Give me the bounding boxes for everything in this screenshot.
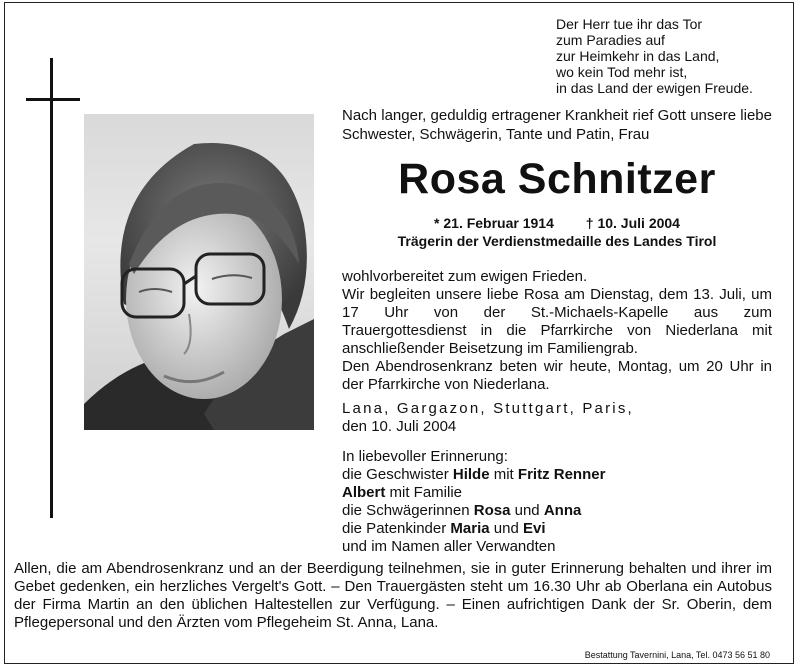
mourner-line: Albert mit Familie — [342, 484, 463, 501]
death-date: † 10. Juli 2004 — [585, 215, 680, 231]
cross-icon-bar — [26, 98, 80, 101]
portrait-photo — [84, 114, 314, 430]
places-line: Lana, Gargazon, Stuttgart, Paris, — [342, 400, 634, 417]
birth-date: * 21. Februar 1914 — [434, 215, 554, 231]
rosary-paragraph: Den Abendrosenkranz beten wir heute, Montag, um 20 Uhr in der Pfarrkirche von Niederlana. — [342, 358, 772, 393]
verse-line: zur Heimkehr in das Land, — [556, 48, 720, 64]
verse-line: in das Land der ewigen Freude. — [556, 80, 753, 96]
mourner-line: die Geschwister Hilde mit Fritz Renner — [342, 466, 606, 483]
funeral-paragraph: Wir begleiten unsere liebe Rosa am Dienstag, dem 13. Juli, um 17 Uhr von der St.-Michaels-Kapelle aus zum Trauergottesdienst in die Pfarrkirche von Niederlana mit anschließender Beisetzung im Familiengrab. — [342, 286, 772, 357]
cross-icon — [50, 58, 53, 518]
mourner-line: die Schwägerinnen Rosa und Anna — [342, 502, 582, 519]
mourners-heading: In liebevoller Erinnerung: — [342, 448, 508, 465]
main-text — [342, 268, 772, 436]
funeral-home-credit: Bestattung Tavernini, Lana, Tel. 0473 56 51 80 — [584, 650, 770, 660]
verse-line: wo kein Tod mehr ist, — [556, 64, 688, 80]
intro-text: Nach langer, geduldig ertragener Krankheit rief Gott unsere liebe Schwester, Schwägerin, Tante und Patin, Frau — [342, 107, 772, 143]
mourner-line: die Patenkinder Maria und Evi — [342, 520, 546, 537]
mourners-list — [342, 448, 772, 556]
bible-verse — [556, 16, 786, 96]
life-dates — [342, 214, 772, 233]
honor-line: Trägerin der Verdienstmedaille des Landes Tirol — [397, 233, 717, 249]
mourner-line: und im Namen aller Verwandten — [342, 538, 556, 555]
verse-line: Der Herr tue ihr das Tor — [556, 16, 703, 32]
verse-line: zum Paradies auf — [556, 32, 665, 48]
deceased-name: Rosa Schnitzer — [398, 155, 716, 203]
portrait-illustration — [84, 114, 314, 430]
place-date: den 10. Juli 2004 — [342, 418, 457, 435]
thanks-paragraph: Allen, die am Abendrosenkranz und an der Beerdigung teilnehmen, sie in guter Erinnerung behalten und ihrer im Gebet gedenken, ein herzliches Vergelt's Gott. – Den Trauergästen steht um 16.30 Uhr ab Oberlana ein Autobus der Firma Martin an den üblichen Haltestellen zur Verfügung. – Einen aufrichtigen Dank der Sr. Oberin, dem Pflegepersonal und den Ärzten vom Pflegeheim St. Anna, Lana. — [14, 560, 772, 631]
peace-line: wohlvorbereitet zum ewigen Frieden. — [342, 268, 588, 285]
